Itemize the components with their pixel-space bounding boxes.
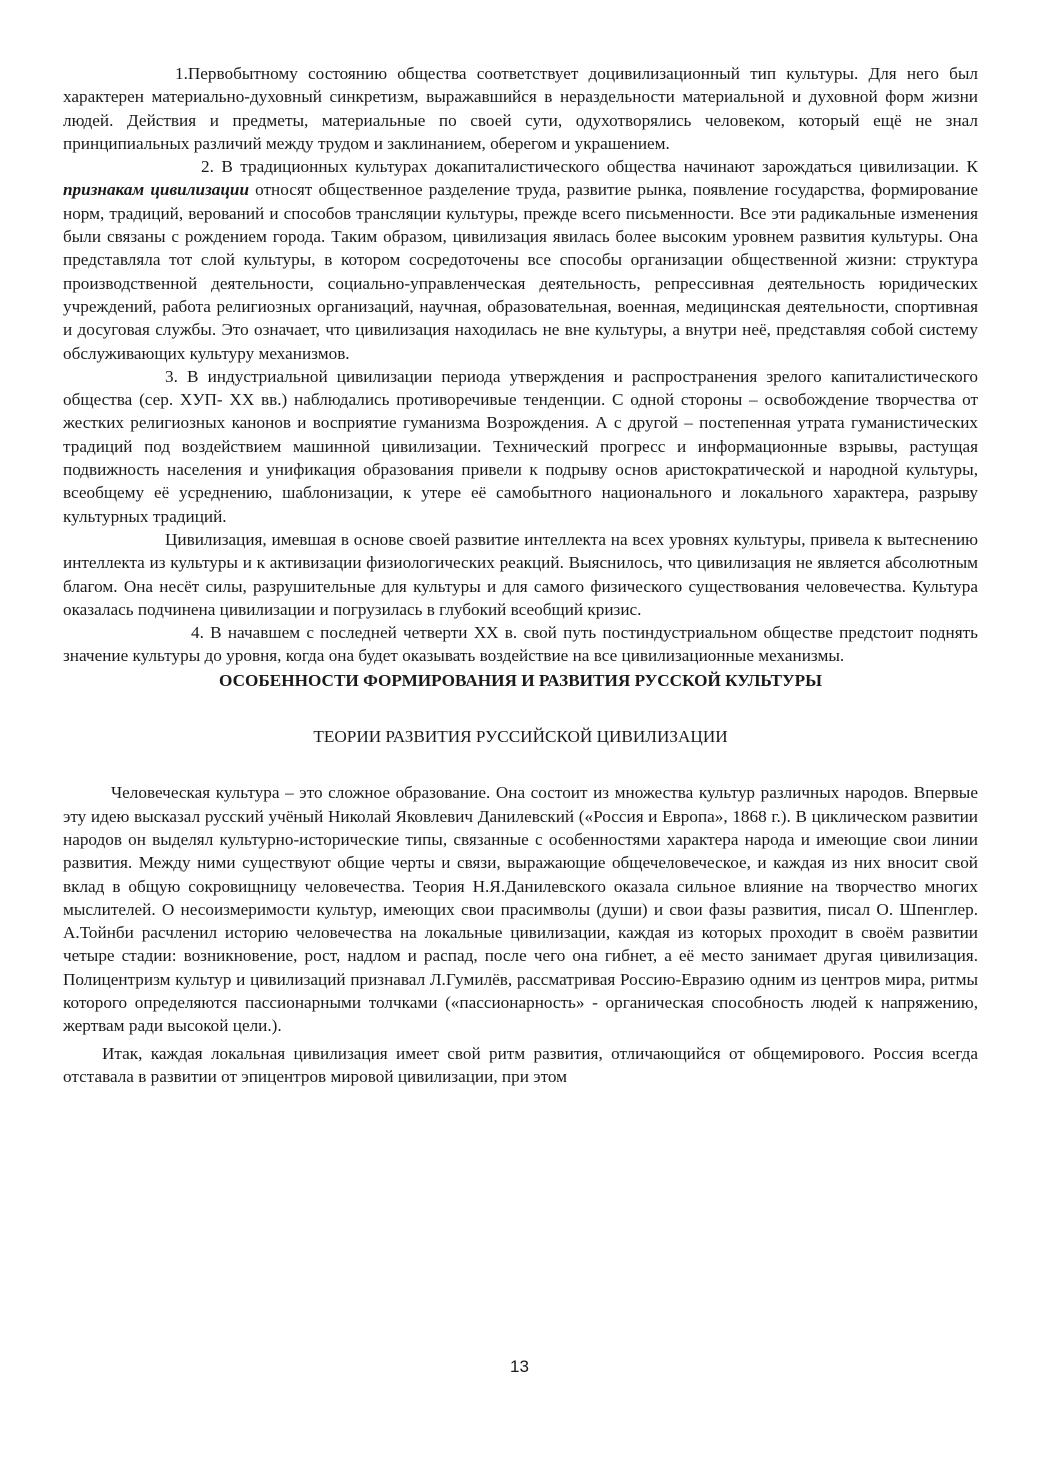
paragraph-7: Итак, каждая локальная цивилизация имеет свой ритм развития, отличающийся от общемирового. Россия всегда отставала в развитии от эпицентров мировой цивилизации, при этом — [63, 1043, 978, 1086]
paragraph-2-text-start: 2. В традиционных культурах докапиталистического общества начинают зарождаться цивилизации. К — [201, 157, 978, 177]
paragraph-5: 4. В начавшем с последней четверти ХХ в. свой путь постиндустриальном обществе предстоит поднять значение культуры до уровня, когда она будет оказывать воздействие на все цивилизационные механизмы. — [63, 623, 978, 666]
paragraph-3: 3. В индустриальной цивилизации периода утверждения и распространения зрелого капиталистического общества (сер. ХУП- ХХ вв.) наблюдались противоречивые тенденции. С одной стороны – освобождение творчества от жестких религиозных канонов и восприятие гуманизма Возрождения. А с другой – постепенная утрата гуманистических традиций под воздействием машинной цивилизации. Технический прогресс и информационные взрывы, растущая подвижность населения и унификация образования привели к подрыву основ аристократической и народной культуры, всеобщему её усреднению, шаблонизации, к утере её самобытного национального и локального характера, разрыву культурных традиций. — [63, 366, 978, 526]
subsection-heading: ТЕОРИИ РАЗВИТИЯ РУССИЙСКОЙ ЦИВИЛИЗАЦИИ — [313, 727, 728, 747]
paragraph-1: 1.Первобытному состоянию общества соответствует доцивилизационный тип культуры. Для него был характерен материально-духовный синкретизм, выражавшийся в нераздельности материальной и духовной форм жизни людей. Действия и предметы, материальные по своей сути, одухотворялись человеком, который ещё не знал принципиальных различий между трудом и заклинанием, оберегом и украшением. — [63, 64, 978, 153]
paragraph-2-text-end: относят общественное разделение труда, развитие рынка, появление государства, формирование норм, традиций, верований и способов трансляции культуры, прежде всего письменности. Все эти радикальные изменения были связаны с рождением города. Таким образом, цивилизация явилась более высоким уровнем развития культуры. Она представляла тот слой культуры, в котором сосредоточены все способы организации общественной жизни: структура производственной деятельности, социально-управленческая деятельность, репрессивная деятельность юридических учреждений, работа религиозных организаций, научная, образовательная, военная, медицинская деятельности, спортивная и досуговая службы. Это означает, что цивилизация находилась не вне культуры, а внутри неё, представляя собой систему обслуживающих культуру механизмов. — [63, 180, 978, 363]
section-heading: ОСОБЕННОСТИ ФОРМИРОВАНИЯ И РАЗВИТИЯ РУССКОЙ КУЛЬТУРЫ — [219, 670, 822, 690]
document-page — [63, 62, 978, 1088]
emphasis-civilization-signs: признакам цивилизации — [63, 180, 250, 200]
paragraph-4: Цивилизация, имевшая в основе своей развитие интеллекта на всех уровнях культуры, привела к вытеснению интеллекта из культуры и к активизации физиологических реакций. Выяснилось, что цивилизация не является абсолютным благом. Она несёт силы, разрушительные для культуры и для самого физического существования человечества. Культура оказалась подчинена цивилизации и погрузилась в глубокий всеобщий кризис. — [63, 529, 978, 619]
paragraph-2 — [63, 155, 978, 365]
page-number: 13 — [510, 1357, 529, 1376]
paragraph-6: Человеческая культура – это сложное образование. Она состоит из множества культур различных народов. Впервые эту идею высказал русский учёный Николай Яковлевич Данилевский («Россия и Европа», 1868 г.). В циклическом развитии народов он выделял культурно-исторические типы, связанные с особенностями характера народа и имеющие свои линии развития. Между ними существуют общие черты и связи, выражающие общечеловеческое, и каждая из них вносит свой вклад в общую сокровищницу человечества. Теория Н.Я.Данилевского оказала сильное влияние на творчество многих мыслителей. О несоизмеримости культур, имеющих свои прасимволы (души) и свои фазы развития, писал О. Шпенглер. А.Тойнби расчленил историю человечества на локальные цивилизации, каждая из которых проходит в своём развитии четыре стадии: возникновение, рост, надлом и распад, после чего она гибнет, а её место занимает другая цивилизация. Полицентризм культур и цивилизаций признавал Л.Гумилёв, рассматривая Россию-Евразию одним из центров мира, ритмы которого определяются пассионарными толчками («пассионарность» - органическая способность людей к напряжению, жертвам ради высокой цели.). — [63, 783, 978, 1036]
